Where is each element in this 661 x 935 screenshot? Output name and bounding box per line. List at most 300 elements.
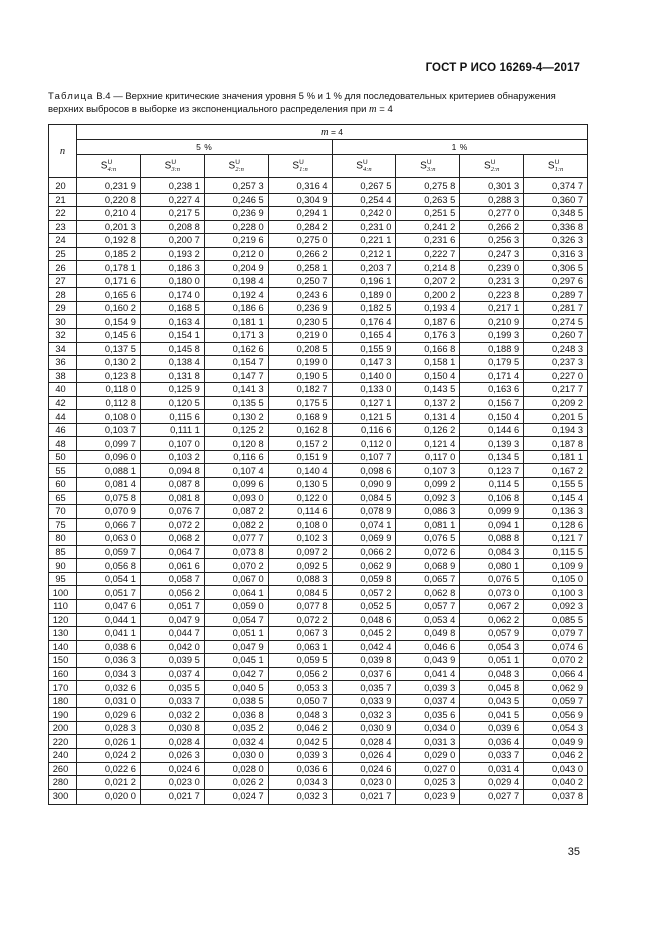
critical-value-cell: 0,051 1: [204, 627, 268, 641]
critical-value-cell: 0,032 3: [332, 708, 396, 722]
critical-value-cell: 0,181 1: [204, 315, 268, 329]
critical-value-cell: 0,266 2: [268, 247, 332, 261]
critical-value-cell: 0,033 7: [140, 694, 204, 708]
critical-value-cell: 0,178 1: [77, 261, 141, 275]
critical-value-cell: 0,212 1: [332, 247, 396, 261]
critical-values-table: [48, 124, 588, 805]
critical-value-cell: 0,063 1: [268, 640, 332, 654]
critical-value-cell: 0,074 1: [332, 518, 396, 532]
critical-value-cell: 0,140 4: [268, 464, 332, 478]
critical-value-cell: 0,081 4: [77, 478, 141, 492]
n-value-cell: 170: [49, 681, 77, 695]
critical-value-cell: 0,219 6: [204, 234, 268, 248]
critical-value-cell: 0,162 8: [268, 423, 332, 437]
critical-value-cell: 0,066 2: [332, 545, 396, 559]
statistic-symbol-header: S U 1:n: [268, 155, 332, 178]
critical-value-cell: 0,048 3: [268, 708, 332, 722]
critical-value-cell: 0,201 5: [524, 410, 588, 424]
critical-value-cell: 0,059 7: [524, 694, 588, 708]
critical-value-cell: 0,042 4: [332, 640, 396, 654]
critical-value-cell: 0,160 2: [77, 301, 141, 315]
table-row: [49, 681, 588, 695]
critical-value-cell: 0,200 7: [140, 234, 204, 248]
critical-value-cell: 0,084 5: [332, 491, 396, 505]
critical-value-cell: 0,040 5: [204, 681, 268, 695]
critical-value-cell: 0,072 2: [268, 613, 332, 627]
critical-value-cell: 0,107 4: [204, 464, 268, 478]
table-row: [49, 748, 588, 762]
critical-value-cell: 0,326 3: [524, 234, 588, 248]
critical-value-cell: 0,093 0: [204, 491, 268, 505]
table-row: [49, 437, 588, 451]
n-value-cell: 60: [49, 478, 77, 492]
critical-value-cell: 0,099 9: [460, 505, 524, 519]
n-value-cell: 38: [49, 369, 77, 383]
critical-value-cell: 0,076 5: [396, 532, 460, 546]
critical-value-cell: 0,046 6: [396, 640, 460, 654]
critical-value-cell: 0,231 6: [396, 234, 460, 248]
critical-value-cell: 0,115 5: [524, 545, 588, 559]
critical-value-cell: 0,023 9: [396, 789, 460, 805]
table-row: [49, 505, 588, 519]
table-row: [49, 207, 588, 221]
critical-value-cell: 0,036 6: [268, 762, 332, 776]
m-header: m = 4: [77, 125, 588, 140]
n-value-cell: 23: [49, 220, 77, 234]
critical-value-cell: 0,080 1: [460, 559, 524, 573]
n-value-cell: 46: [49, 423, 77, 437]
critical-value-cell: 0,221 1: [332, 234, 396, 248]
critical-value-cell: 0,020 0: [77, 789, 141, 805]
critical-value-cell: 0,092 3: [396, 491, 460, 505]
critical-value-cell: 0,062 9: [332, 559, 396, 573]
critical-value-cell: 0,039 3: [396, 681, 460, 695]
critical-value-cell: 0,053 3: [268, 681, 332, 695]
critical-value-cell: 0,241 2: [396, 220, 460, 234]
critical-value-cell: 0,099 7: [77, 437, 141, 451]
critical-value-cell: 0,187 6: [396, 315, 460, 329]
critical-value-cell: 0,147 7: [204, 369, 268, 383]
critical-value-cell: 0,288 3: [460, 193, 524, 207]
critical-value-cell: 0,116 6: [332, 423, 396, 437]
critical-value-cell: 0,243 6: [268, 288, 332, 302]
critical-value-cell: 0,024 6: [332, 762, 396, 776]
critical-value-cell: 0,064 7: [140, 545, 204, 559]
critical-value-cell: 0,041 5: [460, 708, 524, 722]
critical-value-cell: 0,051 1: [460, 654, 524, 668]
critical-value-cell: 0,031 0: [77, 694, 141, 708]
critical-value-cell: 0,258 1: [268, 261, 332, 275]
critical-value-cell: 0,138 4: [140, 356, 204, 370]
critical-value-cell: 0,103 7: [77, 423, 141, 437]
n-value-cell: 40: [49, 383, 77, 397]
critical-value-cell: 0,094 8: [140, 464, 204, 478]
critical-value-cell: 0,121 7: [524, 532, 588, 546]
critical-value-cell: 0,254 4: [332, 193, 396, 207]
table-row: [49, 274, 588, 288]
critical-value-cell: 0,136 3: [524, 505, 588, 519]
critical-value-cell: 0,037 8: [524, 789, 588, 805]
critical-value-cell: 0,073 8: [204, 545, 268, 559]
critical-value-cell: 0,107 0: [140, 437, 204, 451]
critical-value-cell: 0,176 3: [396, 329, 460, 343]
table-row: [49, 708, 588, 722]
critical-value-cell: 0,127 1: [332, 396, 396, 410]
critical-value-cell: 0,115 6: [140, 410, 204, 424]
critical-value-cell: 0,263 5: [396, 193, 460, 207]
critical-value-cell: 0,051 7: [140, 599, 204, 613]
n-value-cell: 36: [49, 356, 77, 370]
critical-value-cell: 0,043 0: [524, 762, 588, 776]
statistic-symbol-header: S U 1:n: [524, 155, 588, 178]
critical-value-cell: 0,056 9: [524, 708, 588, 722]
critical-value-cell: 0,204 9: [204, 261, 268, 275]
critical-value-cell: 0,103 2: [140, 450, 204, 464]
critical-value-cell: 0,182 5: [332, 301, 396, 315]
critical-value-cell: 0,028 4: [332, 735, 396, 749]
n-value-cell: 29: [49, 301, 77, 315]
critical-value-cell: 0,145 4: [524, 491, 588, 505]
critical-value-cell: 0,154 7: [204, 356, 268, 370]
critical-value-cell: 0,210 9: [460, 315, 524, 329]
critical-value-cell: 0,024 2: [77, 748, 141, 762]
critical-value-cell: 0,151 9: [268, 450, 332, 464]
critical-value-cell: 0,122 0: [268, 491, 332, 505]
critical-value-cell: 0,068 9: [396, 559, 460, 573]
critical-value-cell: 0,066 4: [524, 667, 588, 681]
critical-value-cell: 0,130 2: [204, 410, 268, 424]
critical-value-cell: 0,067 3: [268, 627, 332, 641]
critical-value-cell: 0,026 4: [332, 748, 396, 762]
critical-value-cell: 0,037 4: [140, 667, 204, 681]
critical-value-cell: 0,029 4: [460, 776, 524, 790]
critical-value-cell: 0,137 5: [77, 342, 141, 356]
critical-value-cell: 0,058 7: [140, 572, 204, 586]
critical-value-cell: 0,114 6: [268, 505, 332, 519]
table-caption: [48, 91, 588, 116]
caption-m-symbol: m: [369, 103, 377, 115]
statistic-symbol-header: S U 3:n: [140, 155, 204, 178]
critical-value-cell: 0,123 8: [77, 369, 141, 383]
critical-value-cell: 0,181 1: [524, 450, 588, 464]
table-row: [49, 450, 588, 464]
critical-value-cell: 0,121 5: [332, 410, 396, 424]
table-row: [49, 261, 588, 275]
n-value-cell: 21: [49, 193, 77, 207]
n-value-cell: 80: [49, 532, 77, 546]
table-row: [49, 178, 588, 194]
table-row: [49, 478, 588, 492]
critical-value-cell: 0,048 3: [460, 667, 524, 681]
critical-value-cell: 0,121 4: [396, 437, 460, 451]
critical-value-cell: 0,125 2: [204, 423, 268, 437]
critical-value-cell: 0,106 8: [460, 491, 524, 505]
critical-value-cell: 0,062 2: [460, 613, 524, 627]
n-value-cell: 28: [49, 288, 77, 302]
critical-value-cell: 0,026 2: [204, 776, 268, 790]
table-row: [49, 220, 588, 234]
critical-value-cell: 0,214 8: [396, 261, 460, 275]
critical-value-cell: 0,072 2: [140, 518, 204, 532]
critical-value-cell: 0,030 8: [140, 721, 204, 735]
critical-value-cell: 0,139 3: [460, 437, 524, 451]
critical-value-cell: 0,049 9: [524, 735, 588, 749]
critical-value-cell: 0,102 3: [268, 532, 332, 546]
critical-value-cell: 0,050 7: [268, 694, 332, 708]
critical-value-cell: 0,140 0: [332, 369, 396, 383]
table-row: [49, 599, 588, 613]
critical-value-cell: 0,316 4: [268, 178, 332, 194]
critical-value-cell: 0,118 0: [77, 383, 141, 397]
critical-value-cell: 0,165 4: [332, 329, 396, 343]
table-row: [49, 410, 588, 424]
table-row: [49, 694, 588, 708]
table-row: [49, 518, 588, 532]
page-number: 35: [567, 846, 580, 858]
critical-value-cell: 0,223 8: [460, 288, 524, 302]
critical-value-cell: 0,045 1: [204, 654, 268, 668]
critical-value-cell: 0,289 7: [524, 288, 588, 302]
critical-value-cell: 0,028 4: [140, 735, 204, 749]
critical-value-cell: 0,098 6: [332, 464, 396, 478]
table-row: [49, 572, 588, 586]
critical-value-cell: 0,033 9: [332, 694, 396, 708]
critical-value-cell: 0,175 5: [268, 396, 332, 410]
critical-value-cell: 0,023 0: [140, 776, 204, 790]
table-row: [49, 383, 588, 397]
critical-value-cell: 0,150 4: [396, 369, 460, 383]
critical-value-cell: 0,248 3: [524, 342, 588, 356]
critical-value-cell: 0,150 4: [460, 410, 524, 424]
critical-value-cell: 0,088 1: [77, 464, 141, 478]
critical-value-cell: 0,135 5: [204, 396, 268, 410]
critical-value-cell: 0,227 0: [524, 369, 588, 383]
table-row: [49, 369, 588, 383]
critical-value-cell: 0,042 5: [268, 735, 332, 749]
critical-value-cell: 0,239 0: [460, 261, 524, 275]
critical-value-cell: 0,374 7: [524, 178, 588, 194]
critical-value-cell: 0,062 9: [524, 681, 588, 695]
n-value-cell: 34: [49, 342, 77, 356]
critical-value-cell: 0,030 0: [204, 748, 268, 762]
n-value-cell: 130: [49, 627, 77, 641]
n-column-header: n: [49, 125, 77, 178]
critical-value-cell: 0,231 9: [77, 178, 141, 194]
critical-value-cell: 0,199 0: [268, 356, 332, 370]
critical-value-cell: 0,077 7: [204, 532, 268, 546]
critical-value-cell: 0,220 8: [77, 193, 141, 207]
critical-value-cell: 0,100 3: [524, 586, 588, 600]
critical-value-cell: 0,035 7: [332, 681, 396, 695]
critical-value-cell: 0,168 9: [268, 410, 332, 424]
critical-value-cell: 0,075 8: [77, 491, 141, 505]
critical-value-cell: 0,029 6: [77, 708, 141, 722]
table-row: [49, 491, 588, 505]
critical-value-cell: 0,231 3: [460, 274, 524, 288]
critical-value-cell: 0,072 6: [396, 545, 460, 559]
critical-value-cell: 0,044 7: [140, 627, 204, 641]
critical-value-cell: 0,155 5: [524, 478, 588, 492]
critical-value-cell: 0,348 5: [524, 207, 588, 221]
n-value-cell: 85: [49, 545, 77, 559]
critical-value-cell: 0,185 2: [77, 247, 141, 261]
critical-value-cell: 0,032 3: [268, 789, 332, 805]
critical-value-cell: 0,087 8: [140, 478, 204, 492]
n-value-cell: 180: [49, 694, 77, 708]
critical-value-cell: 0,126 2: [396, 423, 460, 437]
table-row: [49, 301, 588, 315]
table-row: [49, 247, 588, 261]
critical-value-cell: 0,070 2: [204, 559, 268, 573]
critical-value-cell: 0,168 5: [140, 301, 204, 315]
critical-value-cell: 0,076 5: [460, 572, 524, 586]
critical-value-cell: 0,230 5: [268, 315, 332, 329]
n-value-cell: 160: [49, 667, 77, 681]
critical-value-cell: 0,035 6: [396, 708, 460, 722]
critical-value-cell: 0,193 4: [396, 301, 460, 315]
document-id-header: ГОСТ Р ИСО 16269-4—2017: [425, 62, 580, 74]
critical-value-cell: 0,212 0: [204, 247, 268, 261]
critical-value-cell: 0,036 4: [460, 735, 524, 749]
critical-value-cell: 0,029 0: [396, 748, 460, 762]
critical-value-cell: 0,057 7: [396, 599, 460, 613]
critical-value-cell: 0,049 8: [396, 627, 460, 641]
critical-value-cell: 0,028 0: [204, 762, 268, 776]
critical-value-cell: 0,034 3: [77, 667, 141, 681]
critical-value-cell: 0,236 9: [268, 301, 332, 315]
critical-value-cell: 0,297 6: [524, 274, 588, 288]
critical-value-cell: 0,048 6: [332, 613, 396, 627]
n-value-cell: 75: [49, 518, 77, 532]
table-row: [49, 356, 588, 370]
table-row: [49, 315, 588, 329]
critical-value-cell: 0,022 6: [77, 762, 141, 776]
critical-value-cell: 0,054 7: [204, 613, 268, 627]
critical-value-cell: 0,090 9: [332, 478, 396, 492]
n-value-cell: 70: [49, 505, 77, 519]
critical-value-cell: 0,217 1: [460, 301, 524, 315]
critical-value-cell: 0,070 9: [77, 505, 141, 519]
critical-value-cell: 0,210 4: [77, 207, 141, 221]
critical-value-cell: 0,266 2: [460, 220, 524, 234]
critical-value-cell: 0,052 5: [332, 599, 396, 613]
n-value-cell: 22: [49, 207, 77, 221]
critical-value-cell: 0,112 0: [332, 437, 396, 451]
critical-value-cell: 0,182 7: [268, 383, 332, 397]
critical-value-cell: 0,189 0: [332, 288, 396, 302]
n-value-cell: 280: [49, 776, 77, 790]
critical-value-cell: 0,236 9: [204, 207, 268, 221]
critical-value-cell: 0,059 5: [268, 654, 332, 668]
critical-value-cell: 0,087 2: [204, 505, 268, 519]
critical-value-cell: 0,047 9: [140, 613, 204, 627]
critical-value-cell: 0,107 3: [396, 464, 460, 478]
table-row: [49, 721, 588, 735]
critical-value-cell: 0,034 0: [396, 721, 460, 735]
critical-value-cell: 0,094 1: [460, 518, 524, 532]
critical-value-cell: 0,021 7: [140, 789, 204, 805]
critical-value-cell: 0,081 8: [140, 491, 204, 505]
critical-value-cell: 0,054 3: [460, 640, 524, 654]
critical-value-cell: 0,207 2: [396, 274, 460, 288]
n-value-cell: 120: [49, 613, 77, 627]
critical-value-cell: 0,070 2: [524, 654, 588, 668]
critical-value-cell: 0,038 5: [204, 694, 268, 708]
critical-value-cell: 0,209 2: [524, 396, 588, 410]
table-row: [49, 776, 588, 790]
critical-value-cell: 0,147 3: [332, 356, 396, 370]
critical-value-cell: 0,166 8: [396, 342, 460, 356]
table-row: [49, 789, 588, 805]
table-row: [49, 545, 588, 559]
critical-value-cell: 0,201 3: [77, 220, 141, 234]
n-value-cell: 20: [49, 178, 77, 194]
critical-value-cell: 0,037 4: [396, 694, 460, 708]
critical-value-cell: 0,120 5: [140, 396, 204, 410]
critical-value-cell: 0,064 1: [204, 586, 268, 600]
n-value-cell: 260: [49, 762, 77, 776]
critical-value-cell: 0,190 5: [268, 369, 332, 383]
critical-value-cell: 0,194 3: [524, 423, 588, 437]
critical-value-cell: 0,046 2: [268, 721, 332, 735]
table-row: [49, 586, 588, 600]
critical-value-cell: 0,031 3: [396, 735, 460, 749]
critical-value-cell: 0,131 4: [396, 410, 460, 424]
critical-value-cell: 0,107 7: [332, 450, 396, 464]
critical-value-cell: 0,032 2: [140, 708, 204, 722]
critical-value-cell: 0,199 3: [460, 329, 524, 343]
critical-value-cell: 0,157 2: [268, 437, 332, 451]
critical-value-cell: 0,304 9: [268, 193, 332, 207]
n-value-cell: 240: [49, 748, 77, 762]
critical-value-cell: 0,130 5: [268, 478, 332, 492]
critical-value-cell: 0,116 6: [204, 450, 268, 464]
critical-value-cell: 0,059 8: [332, 572, 396, 586]
critical-value-cell: 0,036 8: [204, 708, 268, 722]
critical-value-cell: 0,046 2: [524, 748, 588, 762]
critical-value-cell: 0,021 2: [77, 776, 141, 790]
critical-value-cell: 0,047 9: [204, 640, 268, 654]
critical-value-cell: 0,257 3: [204, 178, 268, 194]
critical-value-cell: 0,039 6: [460, 721, 524, 735]
critical-value-cell: 0,208 8: [140, 220, 204, 234]
critical-value-cell: 0,040 2: [524, 776, 588, 790]
critical-value-cell: 0,047 6: [77, 599, 141, 613]
table-row: [49, 762, 588, 776]
critical-value-cell: 0,076 7: [140, 505, 204, 519]
table-row: [49, 627, 588, 641]
critical-value-cell: 0,186 3: [140, 261, 204, 275]
critical-value-cell: 0,024 7: [204, 789, 268, 805]
critical-value-cell: 0,117 0: [396, 450, 460, 464]
critical-value-cell: 0,035 5: [140, 681, 204, 695]
critical-value-cell: 0,108 0: [268, 518, 332, 532]
critical-value-cell: 0,186 6: [204, 301, 268, 315]
critical-value-cell: 0,023 0: [332, 776, 396, 790]
critical-value-cell: 0,217 5: [140, 207, 204, 221]
critical-value-cell: 0,227 4: [140, 193, 204, 207]
critical-value-cell: 0,044 1: [77, 613, 141, 627]
critical-value-cell: 0,193 2: [140, 247, 204, 261]
critical-value-cell: 0,231 0: [332, 220, 396, 234]
critical-value-cell: 0,099 6: [204, 478, 268, 492]
critical-value-cell: 0,274 5: [524, 315, 588, 329]
critical-value-cell: 0,275 0: [268, 234, 332, 248]
statistic-symbol-header: S U 4:n: [332, 155, 396, 178]
critical-value-cell: 0,171 3: [204, 329, 268, 343]
level-header-5-percent: 5 %: [77, 140, 333, 155]
critical-value-cell: 0,068 2: [140, 532, 204, 546]
